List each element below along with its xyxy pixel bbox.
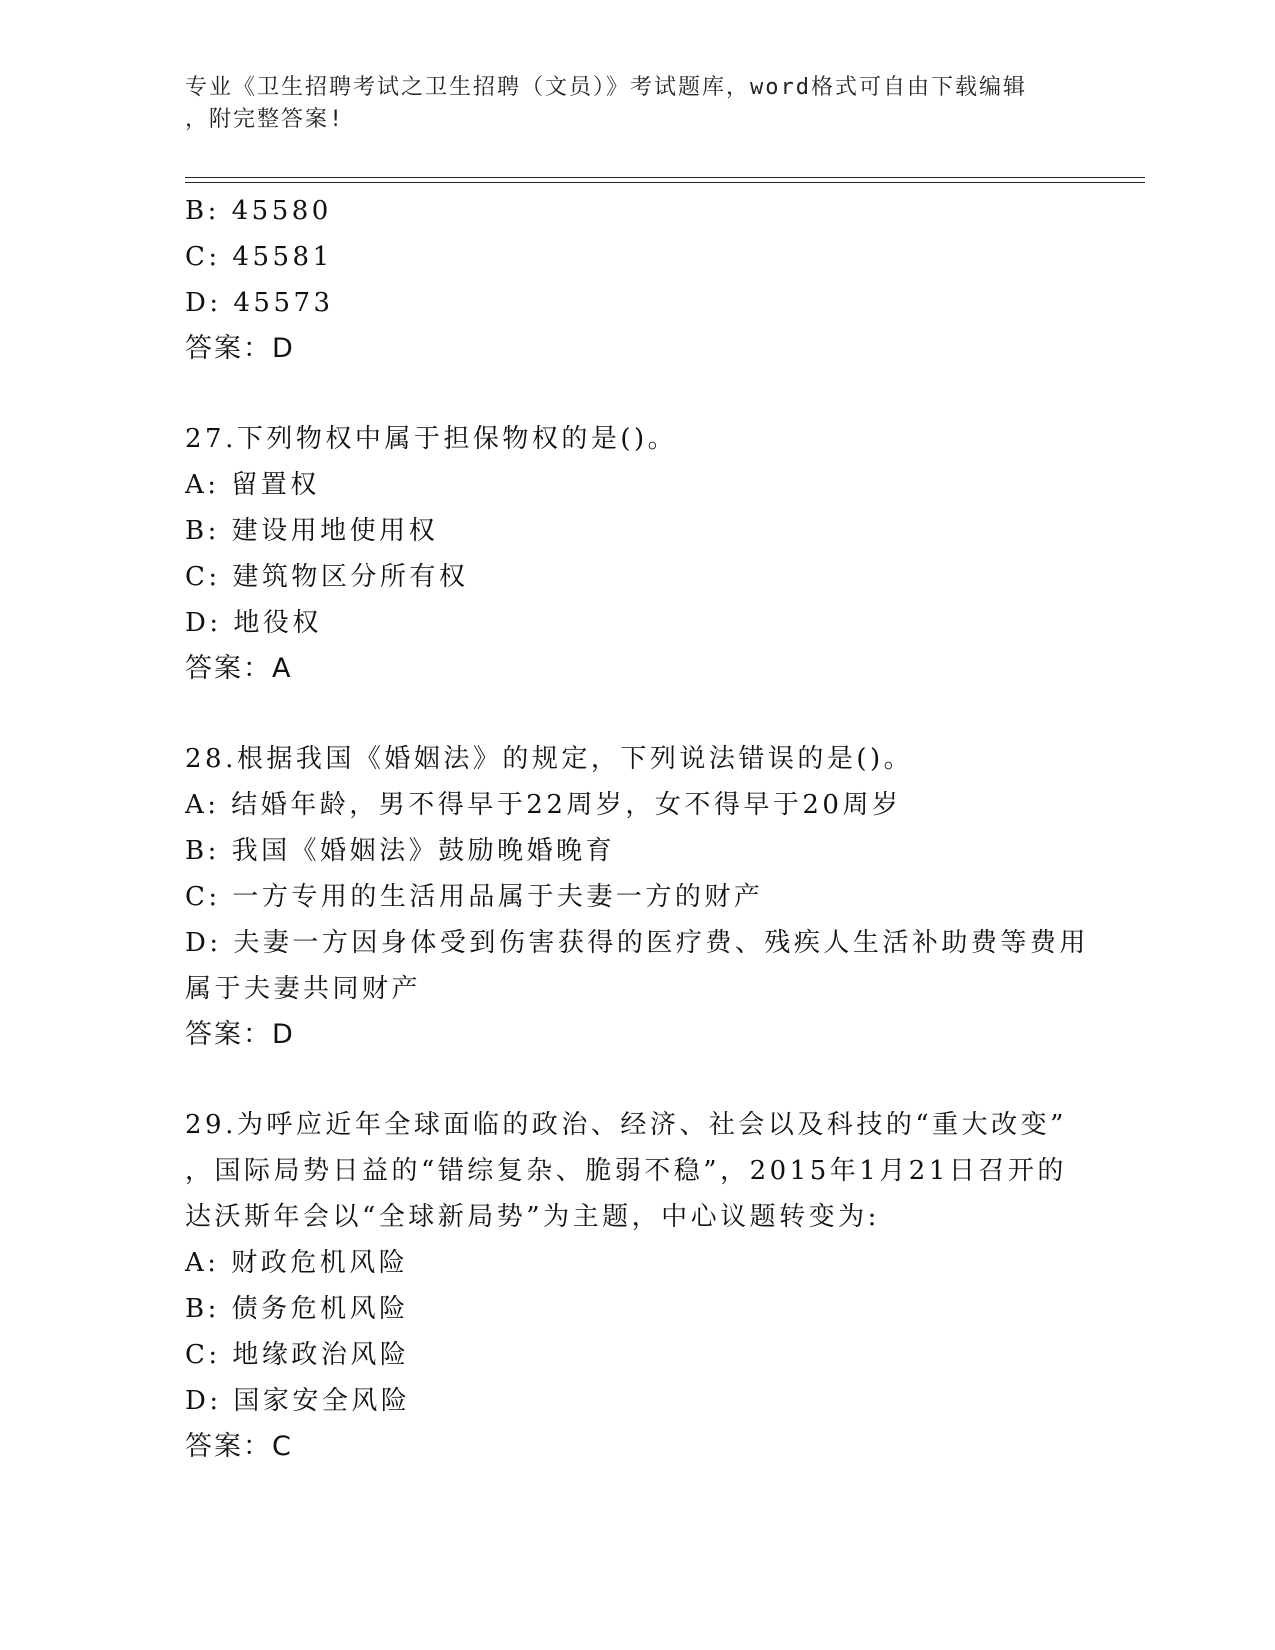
question-stem-continued: 达沃斯年会以“全球新局势”为主题，中心议题转变为: xyxy=(185,1202,880,1232)
question-stem: 28.根据我国《婚姻法》的规定，下列说法错误的是()。 xyxy=(185,744,914,774)
header-divider-top xyxy=(185,177,1145,178)
option-d: D: 夫妻一方因身体受到伤害获得的医疗费、残疾人生活补助费等费用 xyxy=(185,928,1089,958)
question-content xyxy=(185,188,1089,1470)
option-b: B: 我国《婚姻法》鼓励晚婚晚育 xyxy=(185,836,616,866)
option-d: D: 45573 xyxy=(185,288,334,318)
option-c: C: 45581 xyxy=(185,242,333,272)
header-divider-bottom xyxy=(185,182,1145,183)
question-26-continuation xyxy=(185,188,1085,372)
option-b: B: 建设用地使用权 xyxy=(185,516,439,546)
option-a: A: 财政危机风险 xyxy=(185,1248,409,1278)
option-b: B: 45580 xyxy=(185,196,332,226)
answer-line: 答案：D xyxy=(185,1019,295,1050)
document-header xyxy=(185,72,1085,136)
option-a: A: 留置权 xyxy=(185,470,320,500)
question-stem: 29.为呼应近年全球面临的政治、经济、社会以及科技的“重大改变” xyxy=(185,1110,1067,1140)
option-d: D: 地役权 xyxy=(185,608,322,638)
question-stem: 27.下列物权中属于担保物权的是()。 xyxy=(185,424,678,454)
question-27 xyxy=(185,416,1085,692)
option-a: A: 结婚年龄，男不得早于22周岁，女不得早于20周岁 xyxy=(185,790,902,820)
answer-line: 答案：A xyxy=(185,653,293,684)
option-c: C: 建筑物区分所有权 xyxy=(185,562,469,592)
answer-line: 答案：D xyxy=(185,333,295,364)
question-spacer xyxy=(185,692,1085,736)
option-c: C: 一方专用的生活用品属于夫妻一方的财产 xyxy=(185,882,764,912)
option-c: C: 地缘政治风险 xyxy=(185,1340,410,1370)
option-d: D: 国家安全风险 xyxy=(185,1386,411,1416)
header-line-1: 专业《卫生招聘考试之卫生招聘（文员）》考试题库，word格式可自由下载编辑 xyxy=(185,75,1027,100)
option-d-continued: 属于夫妻共同财产 xyxy=(185,974,422,1004)
header-line-2: ，附完整答案! xyxy=(185,107,345,132)
question-29 xyxy=(185,1102,1085,1470)
answer-line: 答案：C xyxy=(185,1431,293,1462)
question-spacer xyxy=(185,1058,1085,1102)
question-stem-continued: ，国际局势日益的“错综复杂、脆弱不稳”，2015年1月21日召开的 xyxy=(185,1156,1067,1186)
question-28 xyxy=(185,736,1089,1058)
option-b: B: 债务危机风险 xyxy=(185,1294,409,1324)
question-spacer xyxy=(185,372,1085,416)
